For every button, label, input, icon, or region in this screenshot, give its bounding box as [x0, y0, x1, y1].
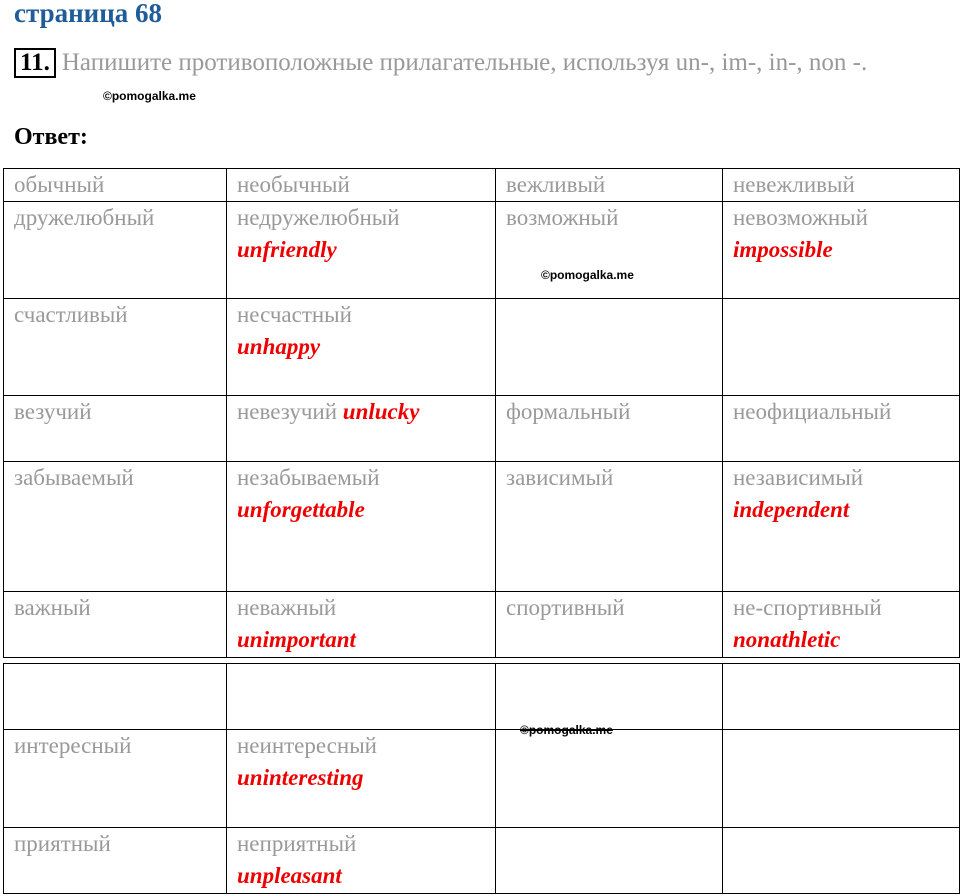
opposite-en-answer: unforgettable [237, 497, 365, 522]
table-row [4, 202, 960, 299]
opposite-cell [723, 828, 960, 894]
opposite-ru-text: недружелюбный [237, 205, 400, 230]
opposite-en-answer: unhappy [237, 334, 321, 359]
adjective-cell [4, 169, 227, 202]
opposite-en-answer: unlucky [342, 399, 420, 424]
opposite-ru-text: необычный [237, 172, 350, 197]
answers-table-2 [3, 663, 960, 894]
adjective-cell [4, 592, 227, 658]
adjective-text: везучий [14, 399, 92, 424]
adjective-cell [496, 664, 723, 730]
adjective-text: счастливый [14, 302, 128, 327]
adjective-cell [4, 828, 227, 894]
adjective-text: возможный [506, 205, 619, 230]
page-title: страница 68 [14, 0, 163, 28]
opposite-cell [723, 396, 960, 462]
opposite-ru-text: не-спортивный [733, 595, 882, 620]
opposite-cell [227, 202, 496, 299]
opposite-ru-text: невозможный [733, 205, 868, 230]
adjective-text: интересный [14, 733, 132, 758]
adjective-cell [496, 169, 723, 202]
adjective-cell [4, 730, 227, 828]
task-instruction: Напишите противоположные прилагательные, используя un-, im-, in-, non -. [61, 49, 868, 76]
opposite-ru-text: независимый [733, 465, 864, 490]
opposite-en-answer: unfriendly [237, 237, 337, 262]
adjective-cell [496, 592, 723, 658]
table-row [4, 462, 960, 592]
table-row [4, 592, 960, 658]
opposite-cell [227, 730, 496, 828]
table-row [4, 169, 960, 202]
opposite-en-answer: unimportant [237, 627, 356, 652]
table-row [4, 730, 960, 828]
table-row [4, 396, 960, 462]
adjective-cell [4, 202, 227, 299]
adjective-cell [4, 462, 227, 592]
opposite-cell [227, 299, 496, 396]
opposite-cell [723, 462, 960, 592]
adjective-cell [4, 664, 227, 730]
opposite-ru-text: незабываемый [237, 465, 380, 490]
adjective-cell [496, 730, 723, 828]
opposite-ru-text: невезучий [237, 399, 338, 424]
adjective-text: зависимый [506, 465, 614, 490]
adjective-cell [4, 299, 227, 396]
opposite-en-answer: impossible [733, 237, 833, 262]
answers-table-1 [3, 168, 960, 658]
table-row [4, 664, 960, 730]
opposite-cell [227, 592, 496, 658]
adjective-cell [496, 202, 723, 299]
opposite-cell [723, 592, 960, 658]
adjective-cell [496, 299, 723, 396]
opposite-en-answer: uninteresting [237, 765, 364, 790]
opposite-ru-text: несчастный [237, 302, 352, 327]
watermark: ©pomogalka.me [541, 268, 634, 282]
opposite-cell [723, 169, 960, 202]
opposite-cell [227, 169, 496, 202]
adjective-text: важный [14, 595, 91, 620]
opposite-cell [227, 462, 496, 592]
answer-label: Ответ: [14, 124, 88, 150]
opposite-ru-text: неинтересный [237, 733, 377, 758]
opposite-en-answer: independent [733, 497, 850, 522]
opposite-cell [723, 299, 960, 396]
opposite-cell [723, 664, 960, 730]
adjective-text: забываемый [14, 465, 134, 490]
adjective-text: спортивный [506, 595, 625, 620]
opposite-cell [723, 202, 960, 299]
table-row [4, 828, 960, 894]
opposite-en-answer: nonathletic [733, 627, 841, 652]
opposite-en-answer: unpleasant [237, 863, 342, 888]
opposite-ru-text: неважный [237, 595, 337, 620]
adjective-cell [496, 462, 723, 592]
opposite-cell [227, 828, 496, 894]
task-instruction-block [14, 46, 934, 80]
watermark: ©pomogalka.me [103, 89, 196, 103]
adjective-cell [496, 396, 723, 462]
adjective-cell [4, 396, 227, 462]
task-number: 11. [14, 48, 56, 78]
adjective-text: дружелюбный [14, 205, 155, 230]
opposite-cell [723, 730, 960, 828]
opposite-cell [227, 396, 496, 462]
adjective-text: формальный [506, 399, 631, 424]
adjective-text: обычный [14, 172, 105, 197]
opposite-ru-text: невежливый [733, 172, 855, 197]
opposite-ru-text: неофициальный [733, 399, 892, 424]
opposite-cell [227, 664, 496, 730]
opposite-ru-text: неприятный [237, 831, 357, 856]
adjective-text: вежливый [506, 172, 606, 197]
adjective-text: приятный [14, 831, 111, 856]
adjective-cell [496, 828, 723, 894]
table-row [4, 299, 960, 396]
watermark: ©pomogalka.me [520, 723, 613, 737]
